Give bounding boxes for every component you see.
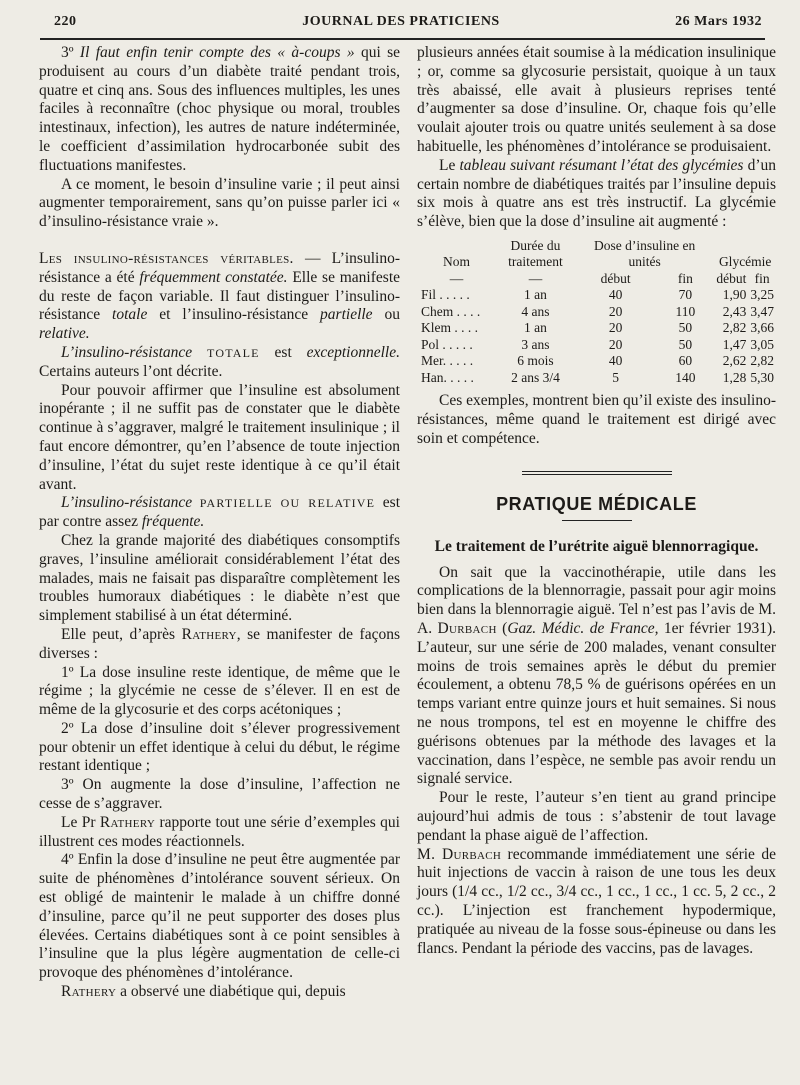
paragraph: 3º On augmente la dose d’insuline, l’affection ne cesse de s’aggraver. [39,776,400,813]
table-row: Klem . . . . 1 an 20 50 2,82 3,66 [421,320,774,336]
paragraph: Rathery a observé une diabétique qui, depuis [61,983,346,1001]
subheader-debut: début [716,270,747,286]
subheader-debut: début [600,270,631,286]
table-row: Chem . . . . 4 ans 20 110 2,43 3,47 [421,303,774,319]
paragraph: 4º Enfin la dose d’insuline ne peut être augmentée par suite de phénomènes d’intolérance souvent sérieux. On est obligé de maintenir le malade à un chiffre donné d’insuline, parce qu’il ne peut supporter des doses plus élevées. Certains diabétiques sont à ce point sensibles à l’insuline que la plus légère augmentation de celle-ci provoque des phénomènes d’intolérance. [39,851,400,982]
table-row: Mer. . . . . 6 mois 40 60 2,62 2,82 [421,353,774,369]
table-row: Pol . . . . . 3 ans 20 50 1,47 3,05 [421,336,774,352]
section-title-rule [562,520,632,521]
header-rule [40,38,765,40]
paragraph: Pour le reste, l’auteur s’en tient au grand principe aujourd’hui admis de tous : s’abstenir de tout lavage pendant la phase aiguë de l’affection. [417,789,776,844]
table-row: Fil . . . . . 1 an 40 70 1,90 3,25 [421,287,774,303]
journal-title: JOURNAL DES PRATICIENS [302,14,500,29]
issue-date: 26 Mars 1932 [675,14,762,29]
paragraph: L’insulino-résistance PARTIELLE OU RELATIVE est par contre assez fréquente. [39,494,401,531]
paragraph: plusieurs années était soumise à la médication insulinique ; or, comme sa glycosurie persistait, quoique à un taux très abaissé, elle avait à plusieurs reprises tenté d’augmenter sa dose d’insuline. Or, chaque fois qu’elle voulait ajouter trois ou quatre unités seulement à sa dose habituelle, les phénomènes d’intolérance se produisaient. [417,44,776,155]
article-title: Le traitement de l’urétrite aiguë blennorragique. [434,537,759,555]
paragraph: 1º La dose insuline reste identique, de même que le régime ; la glycémie ne cesse de s’élever. Il en est de même de la glycosurie et des corps acétoniques ; [39,663,400,719]
paragraph: Ces exemples, montrent bien qu’il existe des insulino-résistances, même quand le traitement est dirigé avec soin et compétence. [417,392,776,448]
paragraph: Pour pouvoir affirmer que l’insuline est absolument inopérante ; il ne suffit pas de constater que le diabète continue à s’aggraver, malgré le traitement insulinique ; il faut encore démontrer, qu’en l’absence de toute injection d’insuline, l’état du sujet reste identique à ce qu’il était avant. [39,381,400,493]
paragraph: A ce moment, le besoin d’insuline varie ; il peut ainsi augmenter temporairement, sans qu’on puisse parler ici « d’insulino-résistance vraie ». [39,175,400,231]
paragraph: On sait que la vaccinothérapie, utile dans les complications de la blennorragie, passait pour agir moins bien dans la blennorragie aiguë. Tel n’est pas l’avis de M. A. Durbach (Gaz. Médic. de France, 1er février 1931). L’auteur, sur une série de 200 malades, venant consulter moins de trois semaines après le début du premier écoulement, a obtenu 78,5 % de guérisons opérées en un temps variant entre quinze jours et huit semaines. Si nous ne nous trompons, tel est en moyenne le chiffre des guérisons obtenues par la méthode des lavages et la vaccination, dans l’espèce, ne semble pas avoir rendu un signalé service. [417,563,776,788]
header-glycemie: Glycémie [718,254,772,270]
glycemia-table [417,238,776,387]
section-title: PRATIQUE MÉDICALE [496,493,697,514]
header-duree: Durée du traitement [508,237,563,270]
subsection-heading: Les insulino-résistances véritables. — L’insulino-résistance a été fréquemment constatée. Elle se manifeste du reste de façon variable. Il faut distinguer l’insulino-résistance totale et l’insulino-résistance partielle ou relative. [39,249,401,343]
left-column [39,44,400,1002]
subheader-fin: fin [677,270,693,286]
header-dose: Dose d’insuline en unités [594,237,696,270]
paragraph: M. Durbach recommande immédiatement une série de huit injections de vaccin à raison de une tous les deux jours (1/4 cc., 1/2 cc., 3/4 cc., 1 cc., 1 cc., 1 cc. 5, 2 cc., 2 cc.). L’injection est franchement hypodermique, pratiquée au niveau de la fosse sous-épineuse ou dans les flancs. Pendant la période des vaccins, pas de lavages. [417,845,776,957]
paragraph: L’insulino-résistance TOTALE est exceptionnelle. Certains auteurs l’ont décrite. [39,343,400,380]
table-row: Han. . . . . 2 ans 3/4 5 140 1,28 5,30 [421,369,774,385]
paragraph: 2º La dose d’insuline doit s’élever progressivement pour obtenir un effet identique à celui du début, le régime restant identique ; [39,719,400,775]
header-dash: — [528,270,543,286]
header-nom: Nom [442,254,470,270]
paragraph: Chez la grande majorité des diabétiques consomptifs graves, l’insuline améliorait considérablement l’état des malades, mais ne faisait pas disparaître complètement les troubles humoraux diabétiques : le diabète n’est que simplement stabilisé à un état déterminé. [39,531,400,625]
paragraph: Le tableau suivant résumant l’état des glycémies d’un certain nombre de diabétiques traités par l’insuline depuis six mois à quatre ans est très instructif. La glycémie s’élève, bien que la dose d’insuline ait augmenté : [417,156,776,231]
header-dash: — [449,270,464,286]
page-number: 220 [54,14,77,29]
subheader-fin: fin [754,270,770,286]
paragraph: Le Pr Rathery rapporte tout une série d’exemples qui illustrent ces modes réactionnels. [39,813,400,850]
paragraph: 3º Il faut enfin tenir compte des « à-coups » qui se produisent au cours d’un diabète traité pendant trois, quatre et cinq ans. Sous des influences multiples, les unes faciles à reconnaître (choc physique ou moral, troubles intestinaux, infection), les autres de nature indéterminée, le coefficient d’assimilation hydrocarbonée subit des fluctuations manifestes. [39,44,401,174]
running-header [40,14,762,34]
section-divider [522,471,672,475]
right-column [417,44,776,958]
paragraph: Elle peut, d’après Rathery, se manifester de façons diverses : [39,625,400,662]
